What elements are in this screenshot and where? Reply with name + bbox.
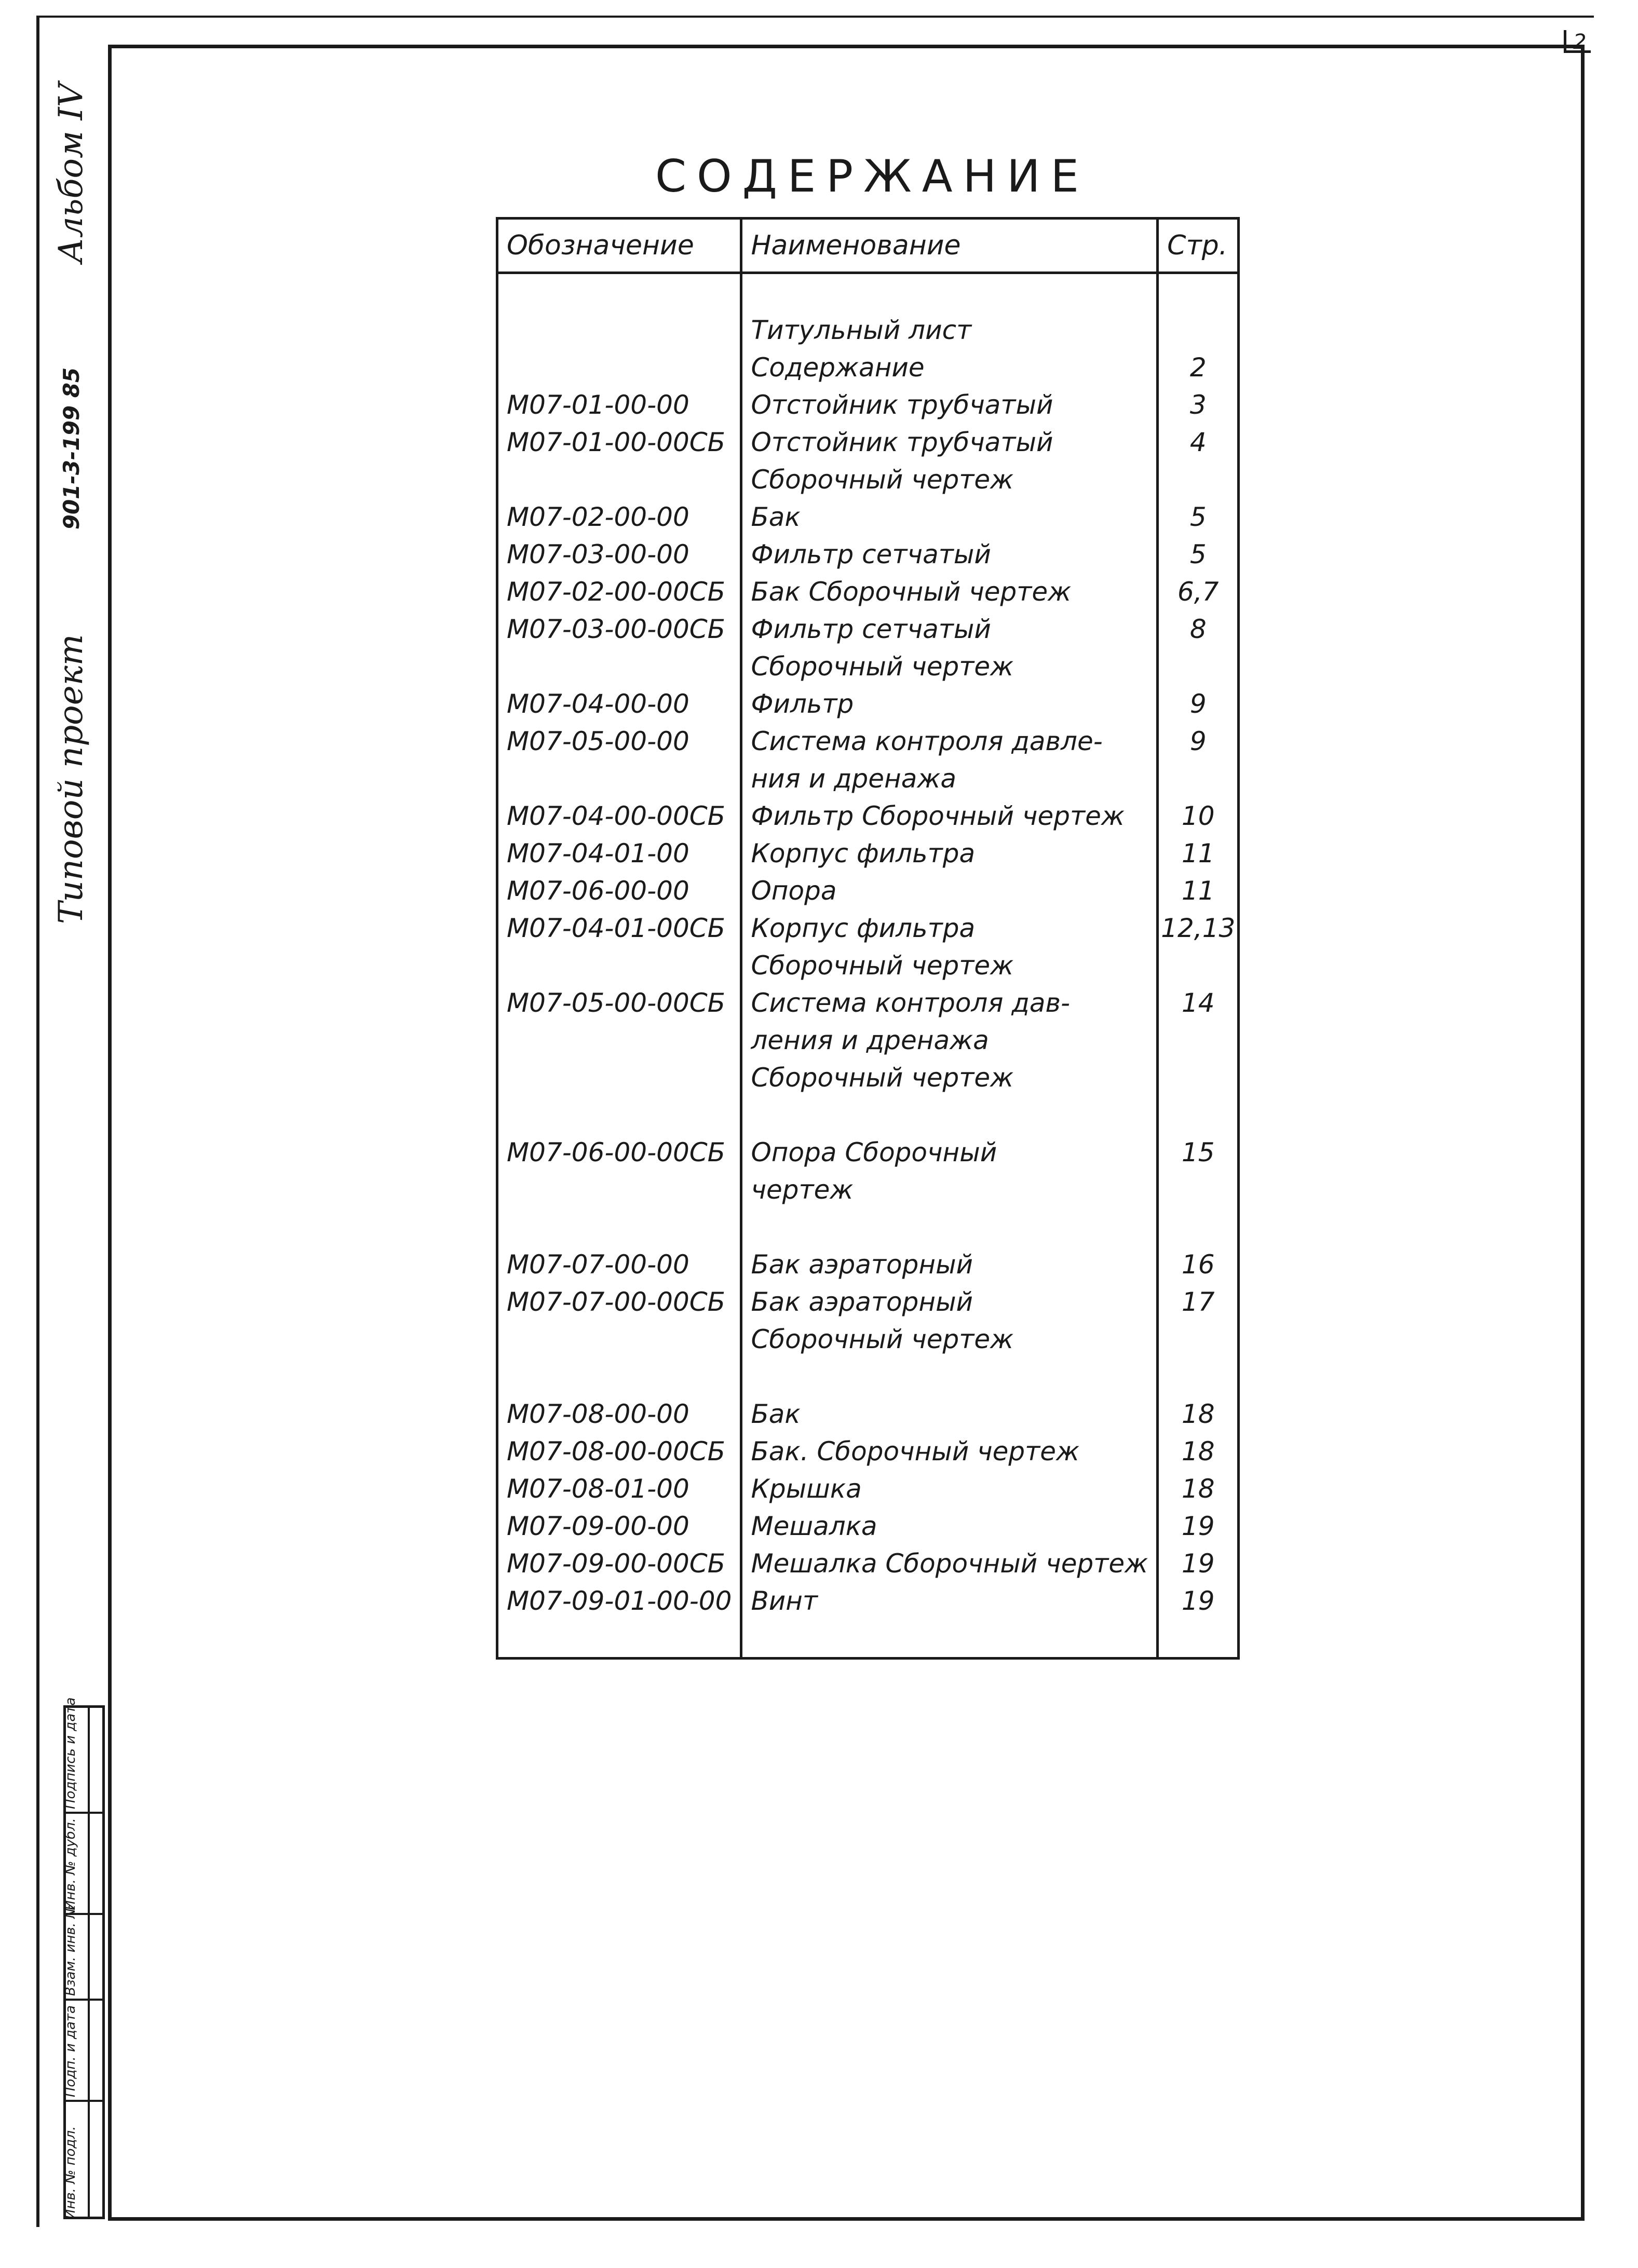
name-cell: Титульный лист xyxy=(741,311,1158,349)
table-row xyxy=(497,835,1239,872)
table-row xyxy=(497,1433,1239,1470)
designation-cell xyxy=(497,1059,741,1096)
name-cell xyxy=(741,1358,1158,1395)
designation-cell: М07-09-00-00СБ xyxy=(497,1545,741,1582)
designation-cell xyxy=(497,1208,741,1246)
page-cell: 19 xyxy=(1158,1582,1239,1620)
designation-cell: М07-05-00-00СБ xyxy=(497,984,741,1022)
table-row xyxy=(497,498,1239,536)
name-cell: Отстойник трубчатый xyxy=(741,424,1158,461)
designation-cell: М07-06-00-00СБ xyxy=(497,1134,741,1171)
page-cell: 16 xyxy=(1158,1246,1239,1283)
table-row xyxy=(497,909,1239,947)
table-row xyxy=(497,1545,1239,1582)
name-cell: Крышка xyxy=(741,1470,1158,1508)
name-cell: Сборочный чертеж xyxy=(741,461,1158,498)
name-cell xyxy=(741,1096,1158,1134)
name-cell: Сборочный чертеж xyxy=(741,1059,1158,1096)
table-row xyxy=(497,760,1239,797)
name-cell: Корпус фильтра xyxy=(741,835,1158,872)
name-cell: Бак xyxy=(741,1395,1158,1433)
page-cell: 10 xyxy=(1158,797,1239,835)
designation-cell: М07-04-00-00СБ xyxy=(497,797,741,835)
designation-cell: М07-04-00-00 xyxy=(497,685,741,723)
designation-cell: М07-08-00-00 xyxy=(497,1395,741,1433)
name-cell: Мешалка xyxy=(741,1508,1158,1545)
designation-cell xyxy=(497,311,741,349)
table-row xyxy=(497,273,1239,312)
contents-table xyxy=(496,217,1240,1660)
page-cell: 5 xyxy=(1158,536,1239,573)
page-cell xyxy=(1158,1358,1239,1395)
page-cell: 19 xyxy=(1158,1508,1239,1545)
table-row xyxy=(497,349,1239,386)
page-cell: 12,13 xyxy=(1158,909,1239,947)
name-cell: Фильтр Сборочный чертеж xyxy=(741,797,1158,835)
contents-table-body xyxy=(497,273,1239,1659)
page-cell: 8 xyxy=(1158,610,1239,648)
page-title: СОДЕРЖАНИЕ xyxy=(655,151,1089,202)
name-cell: Фильтр xyxy=(741,685,1158,723)
project-label: Типовой проект xyxy=(52,634,90,924)
page-cell: 5 xyxy=(1158,498,1239,536)
table-row xyxy=(497,1395,1239,1433)
designation-cell: М07-01-00-00СБ xyxy=(497,424,741,461)
page-cell xyxy=(1158,1096,1239,1134)
table-row xyxy=(497,984,1239,1022)
designation-cell xyxy=(497,1096,741,1134)
name-cell: ления и дренажа xyxy=(741,1022,1158,1059)
stamp-label: Взам. инв. № xyxy=(63,1904,78,1996)
page-cell: 2 xyxy=(1158,349,1239,386)
table-row xyxy=(497,685,1239,723)
designation-cell: М07-09-00-00 xyxy=(497,1508,741,1545)
page-cell xyxy=(1158,1208,1239,1246)
page-cell xyxy=(1158,1620,1239,1659)
table-row xyxy=(497,797,1239,835)
designation-cell xyxy=(497,1321,741,1358)
page-cell xyxy=(1158,760,1239,797)
designation-cell xyxy=(497,947,741,984)
project-code: 901-3-199 85 xyxy=(58,367,84,530)
table-row xyxy=(497,1620,1239,1659)
designation-cell: М07-07-00-00 xyxy=(497,1246,741,1283)
table-row xyxy=(497,1246,1239,1283)
name-cell: Сборочный чертеж xyxy=(741,648,1158,685)
table-row xyxy=(497,1283,1239,1321)
page-cell: 6,7 xyxy=(1158,573,1239,610)
table-header-row xyxy=(497,219,1239,273)
designation-cell: М07-08-01-00 xyxy=(497,1470,741,1508)
designation-cell xyxy=(497,1171,741,1208)
margin-caption xyxy=(32,83,110,924)
page-cell xyxy=(1158,1171,1239,1208)
page-cell: 15 xyxy=(1158,1134,1239,1171)
table-row xyxy=(497,1022,1239,1059)
stamp-label: Подп. и дата xyxy=(63,2005,78,2097)
table-row xyxy=(497,1096,1239,1134)
page-cell xyxy=(1158,1022,1239,1059)
table-row xyxy=(497,536,1239,573)
table-row xyxy=(497,1358,1239,1395)
name-cell: чертеж xyxy=(741,1171,1158,1208)
page-cell: 18 xyxy=(1158,1470,1239,1508)
page-cell: 3 xyxy=(1158,386,1239,424)
table-row xyxy=(497,610,1239,648)
designation-cell: М07-03-00-00 xyxy=(497,536,741,573)
page-cell xyxy=(1158,1059,1239,1096)
name-cell: Мешалка Сборочный чертеж xyxy=(741,1545,1158,1582)
table-row xyxy=(497,1059,1239,1096)
page-cell xyxy=(1158,947,1239,984)
designation-cell: М07-05-00-00 xyxy=(497,723,741,760)
page-cell xyxy=(1158,648,1239,685)
page-cell xyxy=(1158,273,1239,312)
name-cell: Бак аэраторный xyxy=(741,1283,1158,1321)
designation-cell: М07-09-01-00-00 xyxy=(497,1582,741,1620)
designation-cell xyxy=(497,273,741,312)
header-name: Наименование xyxy=(741,219,1158,273)
designation-cell: М07-03-00-00СБ xyxy=(497,610,741,648)
page-cell xyxy=(1158,1321,1239,1358)
name-cell: Фильтр сетчатый xyxy=(741,536,1158,573)
name-cell: Сборочный чертеж xyxy=(741,1321,1158,1358)
designation-cell: М07-04-01-00 xyxy=(497,835,741,872)
designation-cell: М07-06-00-00 xyxy=(497,872,741,909)
approval-stamp xyxy=(63,1697,105,2219)
name-cell: Винт xyxy=(741,1582,1158,1620)
name-cell: Бак Сборочный чертеж xyxy=(741,573,1158,610)
page-cell: 9 xyxy=(1158,723,1239,760)
designation-cell xyxy=(497,349,741,386)
table-row xyxy=(497,1208,1239,1246)
page-cell: 18 xyxy=(1158,1395,1239,1433)
name-cell: Бак xyxy=(741,498,1158,536)
table-row xyxy=(497,573,1239,610)
table-row xyxy=(497,1470,1239,1508)
name-cell: Содержание xyxy=(741,349,1158,386)
name-cell: Бак. Сборочный чертеж xyxy=(741,1433,1158,1470)
name-cell: Опора Сборочный xyxy=(741,1134,1158,1171)
page-cell: 11 xyxy=(1158,835,1239,872)
name-cell xyxy=(741,1208,1158,1246)
designation-cell xyxy=(497,461,741,498)
designation-cell xyxy=(497,1620,741,1659)
designation-cell: М07-02-00-00 xyxy=(497,498,741,536)
header-designation: Обозначение xyxy=(497,219,741,273)
page-cell: 9 xyxy=(1158,685,1239,723)
header-page: Стр. xyxy=(1158,219,1239,273)
table-row xyxy=(497,311,1239,349)
page-cell: 19 xyxy=(1158,1545,1239,1582)
page-cell xyxy=(1158,311,1239,349)
designation-cell xyxy=(497,648,741,685)
table-row xyxy=(497,461,1239,498)
table-row xyxy=(497,723,1239,760)
designation-cell: М07-02-00-00СБ xyxy=(497,573,741,610)
page-cell: 18 xyxy=(1158,1433,1239,1470)
name-cell: Система контроля давле- xyxy=(741,723,1158,760)
name-cell: Отстойник трубчатый xyxy=(741,386,1158,424)
table-row xyxy=(497,1508,1239,1545)
table-row xyxy=(497,648,1239,685)
table-row xyxy=(497,424,1239,461)
table-row xyxy=(497,1134,1239,1171)
page-number: 2 xyxy=(1573,30,1587,54)
page-cell: 17 xyxy=(1158,1283,1239,1321)
name-cell xyxy=(741,273,1158,312)
table-row xyxy=(497,1171,1239,1208)
designation-cell: М07-08-00-00СБ xyxy=(497,1433,741,1470)
table-row xyxy=(497,872,1239,909)
designation-cell: М07-01-00-00 xyxy=(497,386,741,424)
designation-cell xyxy=(497,760,741,797)
page-cell: 4 xyxy=(1158,424,1239,461)
album-label: Альбом IV xyxy=(52,83,90,263)
name-cell: ния и дренажа xyxy=(741,760,1158,797)
table-row xyxy=(497,1582,1239,1620)
name-cell xyxy=(741,1620,1158,1659)
designation-cell: М07-04-01-00СБ xyxy=(497,909,741,947)
name-cell: Фильтр сетчатый xyxy=(741,610,1158,648)
page-cell: 11 xyxy=(1158,872,1239,909)
table-row xyxy=(497,1321,1239,1358)
stamp-label: Инв. № подл. xyxy=(63,2126,78,2219)
table-row xyxy=(497,386,1239,424)
sheet-top-edge xyxy=(36,16,1594,18)
name-cell: Сборочный чертеж xyxy=(741,947,1158,984)
name-cell: Бак аэраторный xyxy=(741,1246,1158,1283)
name-cell: Система контроля дав- xyxy=(741,984,1158,1022)
stamp-label: Инв. № дубл. xyxy=(63,1818,78,1910)
designation-cell: М07-07-00-00СБ xyxy=(497,1283,741,1321)
stamp-label: Подпись и дата xyxy=(63,1697,78,1809)
table-row xyxy=(497,947,1239,984)
name-cell: Корпус фильтра xyxy=(741,909,1158,947)
page-cell xyxy=(1158,461,1239,498)
designation-cell xyxy=(497,1358,741,1395)
name-cell: Опора xyxy=(741,872,1158,909)
designation-cell xyxy=(497,1022,741,1059)
page-cell: 14 xyxy=(1158,984,1239,1022)
